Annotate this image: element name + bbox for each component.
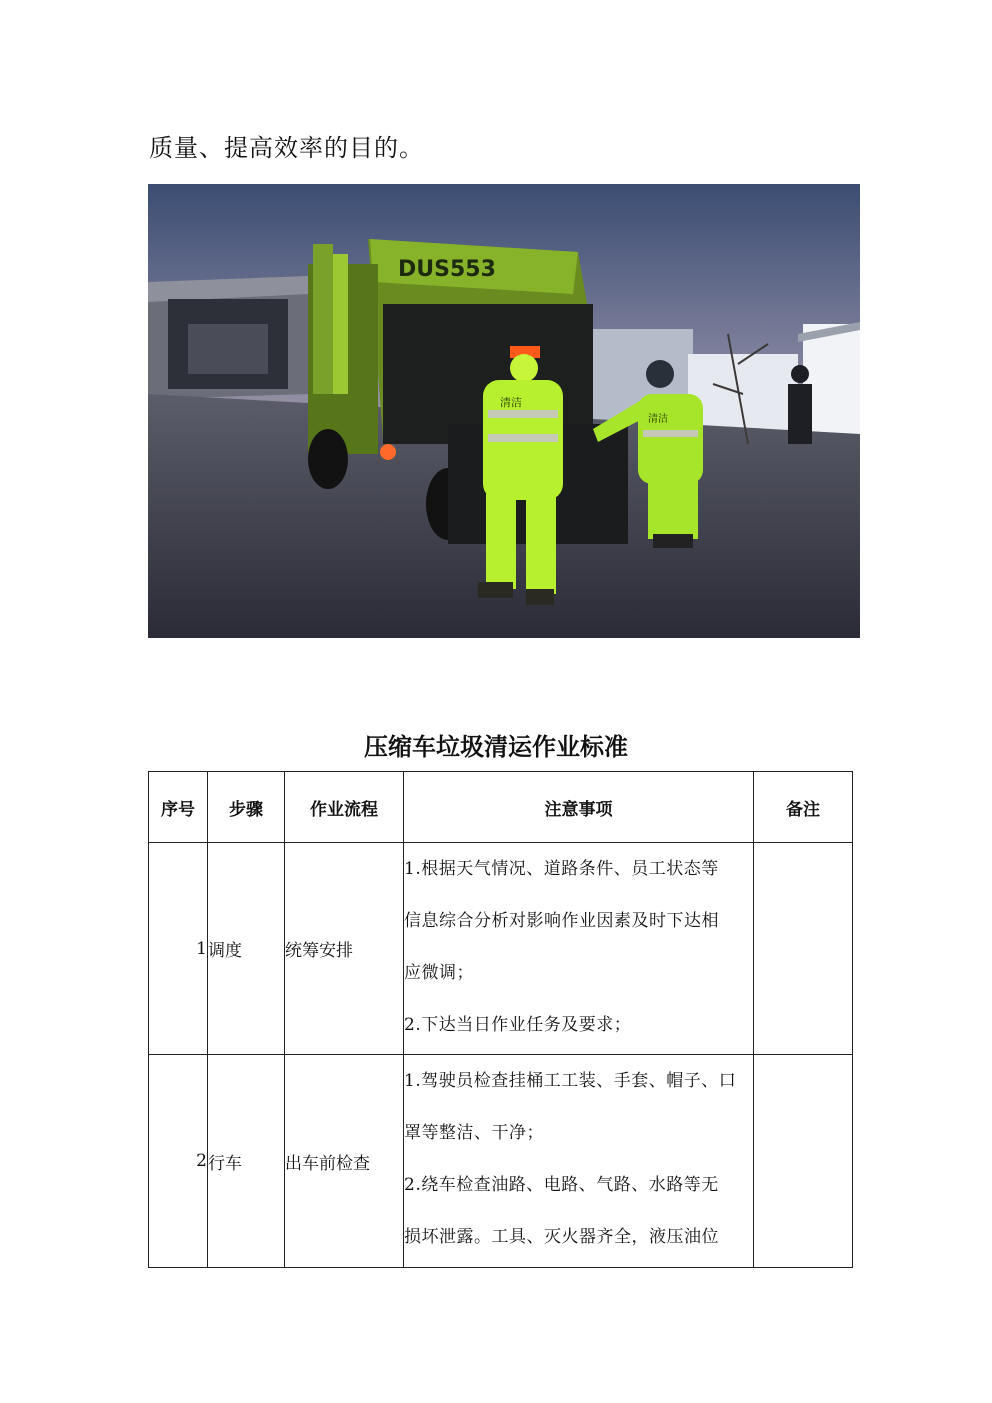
table-row bbox=[149, 1055, 853, 1268]
row-remark bbox=[754, 1055, 853, 1268]
row-number: 1 bbox=[149, 843, 208, 1055]
garbage-truck-photo bbox=[148, 184, 860, 638]
row-step: 调度 bbox=[208, 843, 285, 1055]
note-line: 1.根据天气情况、道路条件、员工状态等 bbox=[404, 859, 719, 879]
row-notes bbox=[404, 1055, 754, 1268]
note-line: 1.驾驶员检查挂桶工工装、手套、帽子、口 bbox=[404, 1071, 737, 1091]
row-step: 行车 bbox=[208, 1055, 285, 1268]
row-remark bbox=[754, 843, 853, 1055]
header-remark: 备注 bbox=[754, 772, 853, 843]
table-header-row bbox=[149, 772, 853, 843]
header-number: 序号 bbox=[149, 772, 208, 843]
note-line: 应微调； bbox=[404, 963, 474, 983]
row-flow: 统筹安排 bbox=[285, 843, 404, 1055]
table-title: 压缩车垃圾清运作业标准 bbox=[364, 733, 628, 761]
note-line: 罩等整洁、干净； bbox=[404, 1123, 544, 1143]
table-row bbox=[149, 843, 853, 1055]
row-flow: 出车前检查 bbox=[285, 1055, 404, 1268]
note-line: 信息综合分析对影响作业因素及时下达相 bbox=[404, 911, 719, 931]
lead-paragraph: 质量、提高效率的目的。 bbox=[149, 134, 424, 162]
vest-label-right: 清洁 bbox=[648, 414, 668, 425]
note-line: 2.绕车检查油路、电路、气路、水路等无 bbox=[404, 1175, 719, 1195]
work-standard-table bbox=[148, 771, 853, 1268]
row-notes bbox=[404, 843, 754, 1055]
header-flow: 作业流程 bbox=[285, 772, 404, 843]
note-line: 2.下达当日作业任务及要求； bbox=[404, 1015, 632, 1035]
header-notes: 注意事项 bbox=[404, 772, 754, 843]
row-number: 2 bbox=[149, 1055, 208, 1268]
header-step: 步骤 bbox=[208, 772, 285, 843]
truck-plate-text: DUS553 bbox=[398, 257, 496, 282]
vest-label-left: 清洁 bbox=[500, 396, 522, 409]
note-line: 损坏泄露。工具、灭火器齐全，液压油位 bbox=[404, 1227, 719, 1247]
